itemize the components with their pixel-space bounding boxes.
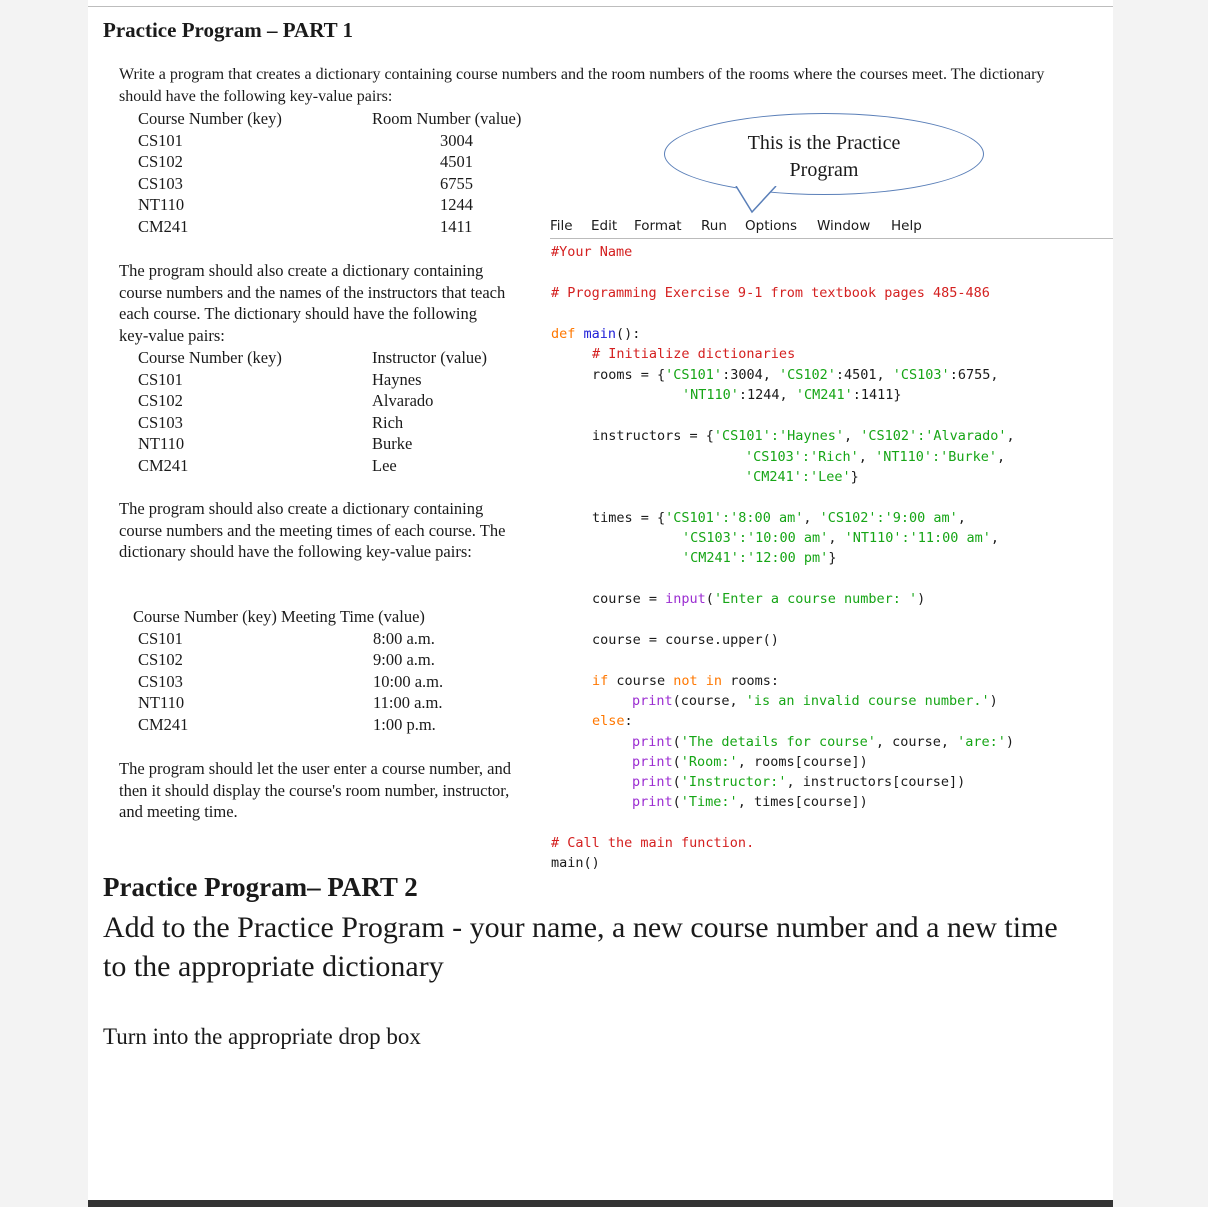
intro-paragraph: Write a program that creates a dictionary containing course numbers and the room numbers of the rooms where the courses meet. The dictionary should have the following key-value pairs: — [119, 66, 1045, 105]
menu-options[interactable]: Options — [745, 218, 798, 234]
string: 'The details for course' — [680, 734, 876, 750]
code-instructors-line2 — [745, 447, 1005, 468]
header-value: Instructor (value) — [372, 348, 487, 367]
table-row — [133, 714, 533, 736]
string: 'Instructor:' — [680, 774, 787, 790]
course-key: CS102 — [138, 152, 183, 171]
code-text: , instructors[course]) — [786, 774, 966, 790]
keyword: if — [592, 673, 609, 689]
string: 'CS101' — [665, 367, 723, 383]
code-text: , course, — [875, 734, 958, 750]
time-value: 9:00 a.m. — [373, 650, 435, 669]
string: 'CM241' — [795, 387, 853, 403]
string: 'CS102':'Alvarado' — [860, 428, 1007, 444]
menu-run[interactable]: Run — [701, 218, 727, 234]
instructors-paragraph: The program should also create a dictionary containing course numbers and the names of the instructors that teach each course. The dictionary should have the following key-value pairs: — [119, 261, 506, 345]
code-comment-init: # Initialize dictionaries — [592, 346, 796, 362]
code-comment-exercise: # Programming Exercise 9-1 from textbook pages 485-486 — [551, 285, 990, 301]
editor-menubar — [550, 216, 1113, 239]
string: 'NT110':'11:00 am' — [844, 530, 991, 546]
code-text: , — [990, 530, 1000, 546]
builtin: print — [632, 794, 673, 810]
course-key: CS101 — [138, 628, 183, 648]
code-rooms-line1 — [592, 365, 998, 386]
menu-edit[interactable]: Edit — [591, 218, 618, 234]
part1-heading: Practice Program – PART 1 — [103, 18, 354, 42]
code-call-main: main() — [551, 855, 600, 871]
code-text: (course, — [672, 693, 746, 709]
table-row — [138, 173, 558, 195]
code-text: ( — [672, 774, 681, 790]
instructor-value: Lee — [372, 455, 397, 475]
code-else-line — [592, 711, 633, 732]
header-key: Course Number (key) — [138, 348, 282, 367]
course-key: CM241 — [138, 714, 189, 734]
part2-instructions: Add to the Practice Program - your name, a new course number and a new time to the appropriate dictionary — [103, 911, 1058, 983]
code-comment-call: # Call the main function. — [551, 835, 755, 851]
code-times-line2 — [682, 528, 999, 549]
header-key: Course Number (key) — [138, 109, 282, 128]
instructor-value: Alvarado — [372, 391, 434, 410]
string: 'CS102' — [778, 367, 836, 383]
room-value: 4501 — [440, 152, 473, 171]
table-row — [138, 130, 558, 152]
top-divider — [88, 6, 1113, 7]
builtin: print — [632, 754, 673, 770]
string: 'CS102':'9:00 am' — [819, 510, 958, 526]
callout-bubble — [664, 113, 984, 195]
instructor-value: Burke — [372, 434, 413, 453]
string: 'are:' — [957, 734, 1006, 750]
code-text: ( — [672, 794, 681, 810]
code-text: rooms: — [722, 673, 779, 689]
code-instructors-line1 — [592, 426, 1015, 447]
code-input-line — [592, 589, 925, 610]
instructor-value: Haynes — [372, 369, 422, 389]
table-row — [138, 151, 558, 173]
instructors-table — [138, 347, 538, 476]
code-text: (): — [616, 326, 641, 342]
table-header — [138, 347, 538, 369]
code-print-room — [632, 752, 868, 773]
table-row — [138, 390, 538, 412]
code-print-time — [632, 792, 868, 813]
keyword: not in — [673, 673, 723, 689]
function-name: main — [583, 326, 617, 342]
code-text: :6755, — [949, 367, 999, 383]
course-key: NT110 — [138, 434, 185, 453]
code-text: :3004, — [722, 367, 779, 383]
code-def-line — [551, 324, 640, 345]
code-text: ) — [989, 693, 998, 709]
string: 'CM241':'12:00 pm' — [682, 550, 829, 566]
string: 'CS101':'Haynes' — [713, 428, 844, 444]
code-text: , rooms[course]) — [737, 754, 868, 770]
callout-line2: Program — [789, 159, 859, 181]
times-table — [133, 606, 533, 735]
course-key: CS102 — [138, 650, 183, 669]
table-row — [133, 628, 533, 650]
string: 'is an invalid course number.' — [745, 693, 990, 709]
table-row — [133, 649, 533, 671]
code-text: , — [957, 510, 966, 526]
string: 'Room:' — [680, 754, 738, 770]
turn-in-text: Turn into the appropriate drop box — [103, 1024, 421, 1049]
time-value: 1:00 p.m. — [373, 714, 436, 734]
table-row — [138, 194, 558, 216]
menu-format[interactable]: Format — [634, 218, 682, 234]
string: 'Time:' — [680, 794, 738, 810]
code-rooms-line2 — [682, 385, 902, 406]
code-text: } — [850, 469, 859, 485]
code-text: ) — [1005, 734, 1015, 750]
room-value: 1244 — [440, 195, 473, 214]
string: 'CS103':'10:00 am' — [682, 530, 829, 546]
code-text: , — [858, 449, 876, 465]
instructor-value: Rich — [372, 412, 404, 432]
builtin: input — [665, 591, 706, 607]
room-value: 1411 — [440, 216, 473, 236]
code-text: times = { — [592, 510, 666, 526]
times-paragraph: The program should also create a dictionary containing course numbers and the meeting times of each course. The dictionary should have the following key-value pairs: — [119, 499, 506, 561]
header-value: Room Number (value) — [372, 109, 522, 128]
course-key: CM241 — [138, 455, 189, 475]
course-key: CS103 — [138, 173, 183, 193]
code-text: , — [828, 530, 845, 546]
code-text: , — [843, 428, 861, 444]
code-text: , times[course]) — [737, 794, 868, 810]
course-key: CS101 — [138, 369, 183, 389]
callout-line1: This is the Practice — [747, 132, 901, 154]
table-row — [133, 692, 533, 714]
code-instructors-line3 — [745, 467, 859, 488]
time-value: 8:00 a.m. — [373, 628, 435, 648]
rooms-table — [138, 108, 558, 237]
code-text: course — [608, 673, 674, 689]
callout-tail — [730, 186, 790, 216]
code-text: instructors = { — [592, 428, 714, 444]
string: 'NT110' — [682, 387, 739, 403]
builtin: print — [632, 693, 673, 709]
menu-file[interactable]: File — [550, 218, 573, 234]
course-key: CS103 — [138, 412, 183, 432]
room-value: 6755 — [440, 173, 473, 193]
menu-window[interactable]: Window — [817, 218, 871, 234]
final-paragraph: The program should let the user enter a course number, and then it should display the course's room number, instructor, and meeting time. — [119, 759, 511, 821]
string: 'CS101':'8:00 am' — [665, 510, 804, 526]
code-text: , — [1006, 428, 1015, 444]
code-print-instructor — [632, 772, 965, 793]
code-text: ( — [672, 734, 681, 750]
code-text: course = — [592, 591, 666, 607]
table-row — [138, 369, 538, 391]
course-key: CS102 — [138, 391, 183, 410]
table-row — [138, 412, 538, 434]
table-row — [133, 671, 533, 693]
header-key-value: Course Number (key) Meeting Time (value) — [133, 607, 425, 626]
keyword: else — [592, 713, 625, 729]
code-upper-line: course = course.upper() — [592, 632, 779, 648]
table-row — [138, 455, 538, 477]
bottom-bar — [88, 1200, 1113, 1207]
time-value: 11:00 a.m. — [373, 693, 443, 712]
string: 'Enter a course number: ' — [713, 591, 918, 607]
code-text: : — [624, 713, 633, 729]
code-text: :1244, — [738, 387, 796, 403]
code-comment-name: #Your Name — [551, 244, 633, 260]
time-value: 10:00 a.m. — [373, 671, 444, 691]
code-text: :4501, — [835, 367, 893, 383]
code-text: , — [803, 510, 820, 526]
string: 'CS103' — [892, 367, 950, 383]
code-if-line — [592, 671, 779, 692]
course-key: NT110 — [138, 693, 185, 712]
code-times-line1 — [592, 508, 966, 529]
builtin: print — [632, 734, 673, 750]
code-text: :1411} — [852, 387, 902, 403]
course-key: CS101 — [138, 130, 183, 150]
string: 'CM241':'Lee' — [745, 469, 851, 485]
table-header — [133, 606, 533, 628]
string: 'CS103':'Rich' — [745, 449, 859, 465]
code-text: , — [996, 449, 1006, 465]
code-text: ( — [672, 754, 681, 770]
course-key: CS103 — [138, 671, 183, 691]
part2-heading: Practice Program– PART 2 — [103, 872, 418, 902]
course-key: CM241 — [138, 216, 189, 236]
course-key: NT110 — [138, 195, 185, 214]
code-text: rooms = { — [592, 367, 666, 383]
code-text: } — [828, 550, 837, 566]
table-row — [138, 433, 538, 455]
table-row — [138, 216, 558, 238]
code-times-line3 — [682, 548, 836, 569]
menu-help[interactable]: Help — [891, 218, 922, 234]
code-print-invalid — [632, 691, 998, 712]
code-print-details — [632, 732, 1014, 753]
keyword: def — [551, 326, 576, 342]
room-value: 3004 — [440, 130, 473, 150]
table-header — [138, 108, 558, 130]
string: 'NT110':'Burke' — [875, 449, 997, 465]
code-text: ) — [917, 591, 926, 607]
builtin: print — [632, 774, 673, 790]
code-text: ( — [705, 591, 714, 607]
